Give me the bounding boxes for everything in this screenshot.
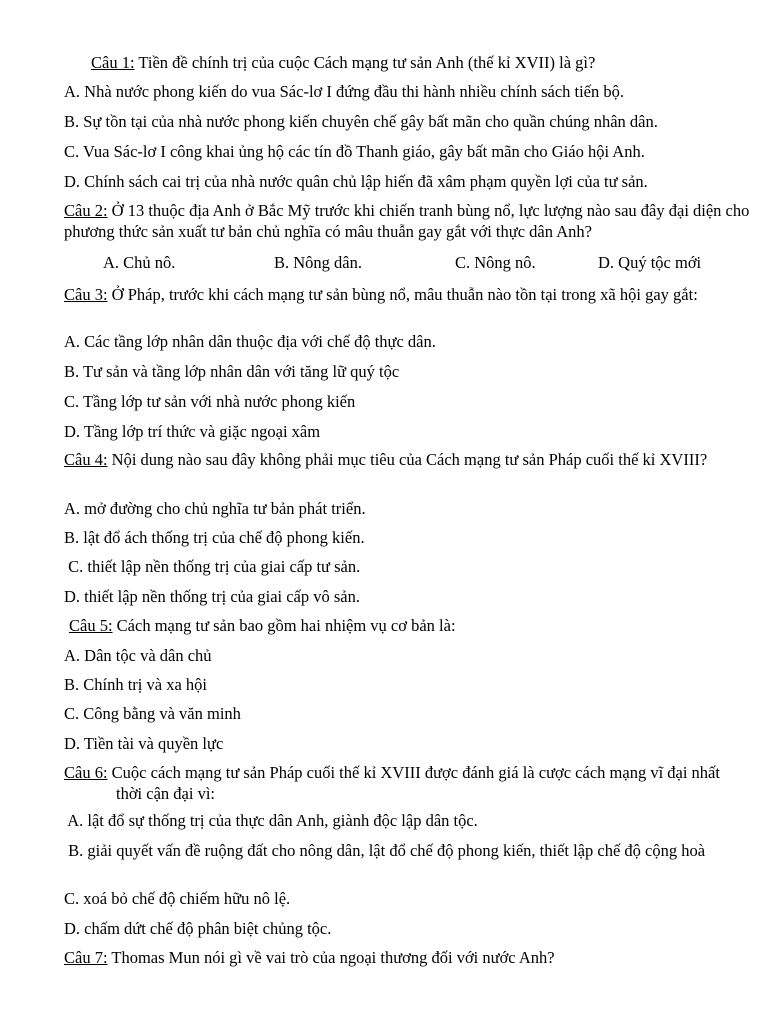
question-1 (91, 52, 750, 73)
option-b: B. lật đổ ách thống trị của chế độ phong kiến. (64, 528, 365, 547)
question-text: Cách mạng tư sản bao gồm hai nhiệm vụ cơ bản là: (112, 616, 456, 635)
question-number: Câu 3: (64, 285, 108, 304)
question-text: Cuộc cách mạng tư sản Pháp cuối thế kỉ XVIII được đánh giá là cược cách mạng vĩ đại nhất thời cận đại vì: (107, 763, 720, 803)
option-d: D. Quý tộc mới (598, 253, 702, 272)
option-d: D. Tầng lớp trí thức và giặc ngoại xâm (64, 422, 321, 441)
option-c: C. Công bằng và văn minh (64, 704, 241, 723)
option-a: A. Các tầng lớp nhân dân thuộc địa với chế độ thực dân. (64, 332, 436, 351)
question-text: Ở 13 thuộc địa Anh ở Bắc Mỹ trước khi chiến tranh bùng nổ, lực lượng nào sau đây đại diện cho phương thức sản xuất tư bản chủ nghĩa có mâu thuẫn gay gắt với thực dân Anh? (64, 201, 750, 241)
option-c: C. thiết lập nền thống trị của giai cấp tư sản. (64, 557, 361, 576)
option-b: B. Tư sản và tầng lớp nhân dân với tăng lữ quý tộc (64, 362, 400, 381)
option-b: B. giải quyết vấn đề ruộng đất cho nông dân, lật đổ chế độ phong kiến, thiết lập chế độ cộng hoà (64, 841, 706, 860)
option-a: A. Chủ nô. (103, 253, 176, 272)
question-text: Ở Pháp, trước khi cách mạng tư sản bùng nổ, mâu thuẫn nào tồn tại trong xã hội gay gắt: (107, 285, 698, 304)
option-a: A. Nhà nước phong kiến do vua Sác-lơ I đứng đầu thi hành nhiều chính sách tiến bộ. (64, 82, 625, 101)
question-text: Thomas Mun nói gì về vai trò của ngoại thương đối với nước Anh? (107, 948, 555, 967)
question-text: Nội dung nào sau đây không phải mục tiêu của Cách mạng tư sản Pháp cuối thế kỉ XVIII? (107, 450, 708, 469)
option-c: C. Vua Sác-lơ I công khai ủng hộ các tín đồ Thanh giáo, gây bất mãn cho Giáo hội Anh. (64, 142, 645, 161)
question-number: Câu 2: (64, 201, 108, 220)
options-row (0, 252, 768, 274)
question-number: Câu 1: (91, 53, 135, 72)
question-number: Câu 6: (64, 763, 108, 782)
option-c: C. Nông nô. (455, 253, 536, 272)
option-a: A. mở đường cho chủ nghĩa tư bản phát triển. (64, 499, 366, 518)
option-a: A. lật đổ sự thống trị của thực dân Anh, giành độc lập dân tộc. (64, 811, 478, 830)
option-c: C. xoá bỏ chế độ chiếm hữu nô lệ. (64, 889, 291, 908)
option-d: D. chấm dứt chế độ phân biệt chủng tộc. (64, 919, 332, 938)
option-b: B. Nông dân. (274, 253, 362, 272)
question-number: Câu 7: (64, 948, 108, 967)
question-number: Câu 5: (69, 616, 113, 635)
question-3 (64, 284, 750, 305)
option-d: D. Tiền tài và quyền lực (64, 734, 224, 753)
option-a: A. Dân tộc và dân chủ (64, 646, 212, 665)
option-c: C. Tầng lớp tư sản với nhà nước phong kiến (64, 392, 356, 411)
question-5 (69, 615, 750, 636)
question-number: Câu 4: (64, 450, 108, 469)
question-text: Tiền đề chính trị của cuộc Cách mạng tư sản Anh (thế kỉ XVII) là gì? (134, 53, 596, 72)
option-b: B. Chính trị và xa hội (64, 675, 207, 694)
question-4 (64, 449, 750, 470)
option-b: B. Sự tồn tại của nhà nước phong kiến chuyên chế gây bất mãn cho quần chúng nhân dân. (64, 112, 658, 131)
option-d: D. Chính sách cai trị của nhà nước quân chủ lập hiến đã xâm phạm quyền lợi của tư sản. (64, 172, 648, 191)
question-2 (64, 200, 750, 242)
option-d: D. thiết lập nền thống trị của giai cấp vô sản. (64, 587, 361, 606)
question-7 (64, 947, 750, 968)
question-6 (64, 762, 750, 804)
